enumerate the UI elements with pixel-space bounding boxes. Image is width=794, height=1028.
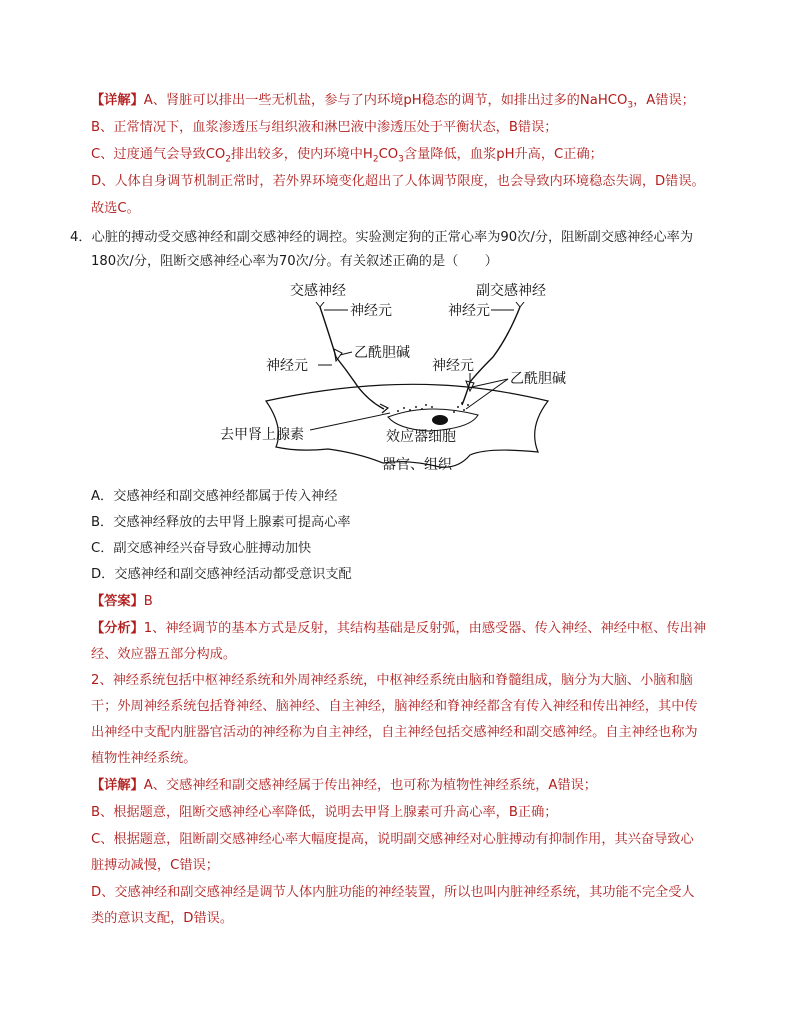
answer-value: B xyxy=(143,594,153,609)
organ-outline xyxy=(266,384,548,467)
detail-line-3: C、过度通气会导致$CO_2$排出较多，使内环境中$H_2CO_3$含量降低，血浆pH升高，C正确； xyxy=(91,147,603,165)
detail2-line-1: 【详解】A、交感神经和副交感神经属于传出神经，也可称为植物性神经系统，A错误； xyxy=(91,778,597,793)
analysis-line-5: 出神经中支配内脏器官活动的神经称为自主神经，自主神经包括交感神经和副交感神经。自主神经也称为 xyxy=(91,725,698,740)
sympathetic-dendrite xyxy=(316,302,324,307)
detail-tag: 【详解】 xyxy=(91,93,144,108)
label-neuron-c: 神经元 xyxy=(266,358,308,374)
option-b: B．交感神经释放的去甲肾上腺素可提高心率 xyxy=(91,515,351,530)
detail-line-2: B、正常情况下，血浆渗透压与组织液和淋巴液中渗透压处于平衡状态，B错误； xyxy=(91,120,558,135)
question-number: 4． xyxy=(70,230,92,245)
analysis-tag: 【分析】 xyxy=(91,621,144,636)
detail2-line-5: D、交感神经和副交感神经是调节人体内脏功能的神经装置，所以也叫内脏神经系统，其功能不完全受人 xyxy=(91,885,695,900)
label-neuron-b: 神经元 xyxy=(448,303,490,319)
label-effector: 效应器细胞 xyxy=(386,429,456,445)
label-neuron-d: 神经元 xyxy=(432,358,474,374)
label-parasympathetic: 副交感神经 xyxy=(476,283,546,299)
label-ach-b: 乙酰胆碱 xyxy=(510,371,566,387)
pointer-norepinephrine xyxy=(310,413,390,430)
detail2-line-4: 脏搏动减慢，C错误； xyxy=(91,858,219,873)
option-c: C．副交感神经兴奋导致心脏搏动加快 xyxy=(91,541,312,556)
detail-line-4: D、人体自身调节机制正常时，若外界环境变化超出了人体调节限度，也会导致内环境稳态失调，D错误。 xyxy=(91,174,705,189)
option-d: D．交感神经和副交感神经活动都受意识支配 xyxy=(91,567,352,582)
question-stem-2: 180次/分，阻断交感神经心率为70次/分。有关叙述正确的是（ ） xyxy=(91,254,498,269)
answer-tag: 【答案】 xyxy=(91,594,144,609)
detail2-line-3: C、根据题意，阻断副交感神经心率大幅度提高，说明副交感神经对心脏搏动有抑制作用，其兴奋导致心 xyxy=(91,832,694,847)
analysis-line-3: 2、神经系统包括中枢神经系统和外周神经系统，中枢神经系统由脑和脊髓组成，脑分为大脑、小脑和脑 xyxy=(91,673,693,688)
cell-nucleus xyxy=(432,415,448,425)
label-norepinephrine: 去甲肾上腺素 xyxy=(220,427,304,443)
detail-line-1: 【详解】A、肾脏可以排出一些无机盐，参与了内环境pH稳态的调节，如排出过多的NaHCO$_3$，A错误； xyxy=(91,93,695,111)
analysis-line-1: 【分析】1、神经调节的基本方式是反射，其结构基础是反射弧，由感受器、传入神经、神经中枢、传出神 xyxy=(91,621,707,636)
analysis-line-6: 植物性神经系统。 xyxy=(91,751,197,766)
question-stem-1: 4．心脏的搏动受交感神经和副交感神经的调控。实验测定狗的正常心率为90次/分，阻断副交感神经心率为 xyxy=(70,230,694,245)
answer-line xyxy=(91,593,153,611)
analysis-line-4: 干；外周神经系统包括脊神经、脑神经、自主神经，脑神经和脊神经都含有传入神经和传出神经，其中传 xyxy=(91,699,698,714)
detail2-line-2: B、根据题意，阻断交感神经心率降低，说明去甲肾上腺素可升高心率，B正确； xyxy=(91,805,558,820)
label-ach-a: 乙酰胆碱 xyxy=(354,345,410,361)
detail-line-5: 故选C。 xyxy=(91,201,140,216)
option-a: A．交感神经和副交感神经都属于传入神经 xyxy=(91,489,338,504)
label-sympathetic: 交感神经 xyxy=(290,283,346,299)
label-neuron-a: 神经元 xyxy=(350,303,392,319)
detail2-tag: 【详解】 xyxy=(91,778,144,793)
nerve-diagram xyxy=(208,277,566,477)
parasympathetic-dendrite xyxy=(516,302,524,307)
label-organ: 器官、组织 xyxy=(382,457,452,473)
detail2-line-6: 类的意识支配，D错误。 xyxy=(91,911,234,926)
analysis-line-2: 经、效应器五部分构成。 xyxy=(91,647,237,662)
